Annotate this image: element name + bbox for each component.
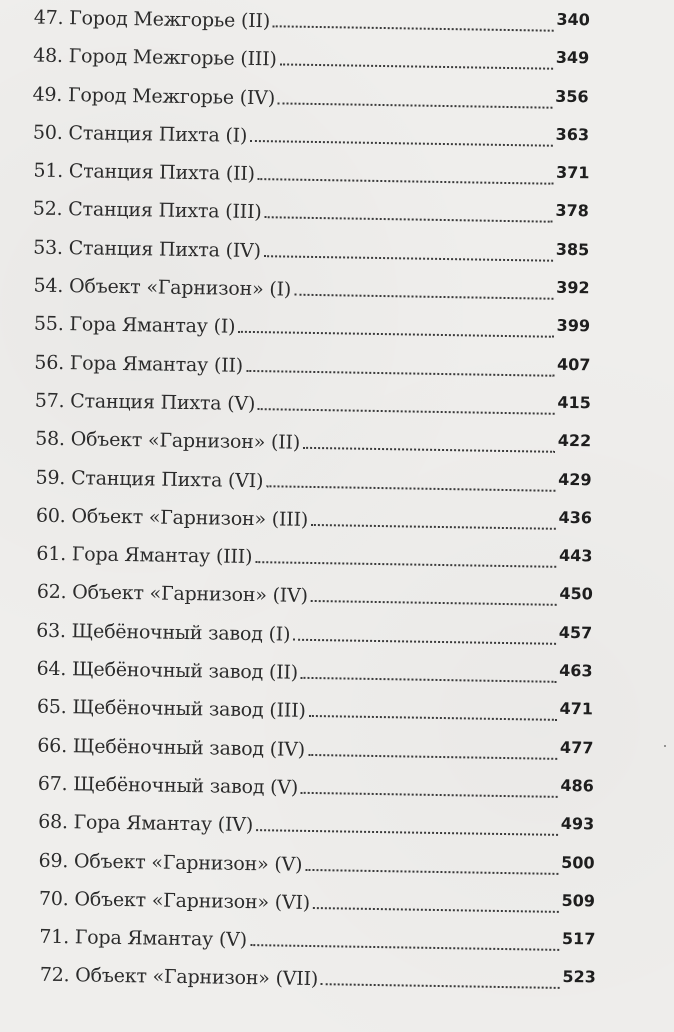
toc-entry-title: 49. Город Межгорье (IV) — [32, 83, 276, 109]
toc-entry-page-number: 493 — [560, 814, 595, 834]
toc-entry-page-number: 392 — [556, 277, 590, 298]
toc-entry-page-number: 486 — [560, 775, 594, 796]
toc-entry-page-number: 500 — [561, 852, 595, 872]
toc-entry-page-number: 422 — [557, 431, 592, 451]
toc-entry-title: 60. Объект «Гарнизон» (III) — [35, 504, 309, 531]
toc-entry-page-number: 443 — [558, 546, 593, 566]
toc-entry-page-number: 517 — [561, 929, 596, 949]
dot-leader — [278, 101, 552, 108]
toc-entry-title: 52. Станция Пихта (III) — [32, 198, 262, 224]
toc-entry-title: 51. Станция Пихта (II) — [33, 159, 256, 186]
dot-leader — [311, 599, 557, 606]
toc-entry-title: 67. Щебёночный завод (V) — [37, 772, 299, 799]
toc-entry-page-number: 356 — [555, 86, 589, 106]
dot-leader — [266, 484, 555, 492]
dot-leader — [256, 828, 558, 836]
toc-entry-title: 53. Станция Пихта (IV) — [33, 236, 262, 262]
toc-entry-title: 65. Щебёночный завод (III) — [36, 696, 306, 723]
toc-entry-title: 70. Объект «Гарнизон» (VI) — [38, 887, 311, 914]
dot-leader — [294, 293, 553, 300]
dot-leader — [305, 867, 558, 874]
toc-entry-page-number: 429 — [558, 469, 592, 489]
toc-entry-title: 48. Город Межгорье (III) — [33, 44, 277, 71]
dot-leader — [250, 139, 552, 147]
toc-entry-page-number: 436 — [558, 507, 593, 528]
toc-entry-page-number: 378 — [555, 201, 589, 221]
dot-leader — [280, 63, 553, 70]
dot-leader — [273, 24, 553, 31]
toc-entry-title: 66. Щебёночный завод (IV) — [37, 734, 306, 761]
toc-entry-page-number: 363 — [555, 124, 590, 145]
toc-entry-page-number: 385 — [555, 239, 590, 260]
toc-entry-page-number: 509 — [561, 890, 596, 911]
dot-leader — [250, 943, 559, 951]
table-of-contents — [0, 6, 674, 1012]
dot-leader — [313, 906, 559, 913]
toc-entry-page-number: 450 — [559, 584, 593, 604]
toc-entry-page-number: 340 — [556, 9, 591, 30]
dot-leader — [258, 177, 553, 185]
toc-entry-page-number: 523 — [562, 967, 596, 987]
dot-leader — [238, 330, 553, 338]
toc-entry-title: 55. Гора Ямантау (I) — [33, 312, 236, 339]
toc-entry-title: 54. Объект «Гарнизон» (I) — [33, 274, 292, 301]
toc-entry-title: 72. Объект «Гарнизон» (VII) — [39, 964, 319, 991]
toc-entry-title: 68. Гора Ямантау (IV) — [38, 810, 254, 837]
dot-leader — [309, 714, 557, 721]
toc-entry-title: 71. Гора Ямантау (V) — [39, 925, 248, 952]
dot-leader — [301, 676, 556, 683]
toc-entry-page-number: 463 — [559, 660, 593, 681]
toc-entry-title: 57. Станция Пихта (V) — [34, 389, 256, 416]
toc-entry-page-number: 371 — [555, 162, 590, 183]
toc-entry-page-number: 477 — [559, 737, 594, 758]
dot-leader — [264, 216, 552, 224]
dot-leader — [321, 983, 559, 990]
toc-entry-page-number: 407 — [556, 354, 591, 374]
paper-speck — [664, 745, 666, 747]
toc-entry-page-number: 399 — [556, 316, 591, 336]
toc-entry-title: 64. Щебёночный завод (II) — [36, 657, 299, 684]
toc-entry-page-number: 457 — [558, 622, 593, 643]
toc-entry-title: 58. Объект «Гарнизон» (II) — [35, 427, 301, 455]
dot-leader — [246, 369, 554, 377]
toc-entry-title: 63. Щебёночный завод (I) — [36, 619, 291, 646]
dot-leader — [311, 523, 555, 530]
dot-leader — [303, 446, 555, 453]
toc-entry-title: 56. Гора Ямантау (II) — [34, 351, 244, 377]
dot-leader — [293, 637, 555, 644]
toc-entry-title: 50. Станция Пихта (I) — [32, 121, 248, 147]
toc-entry-title: 61. Гора Ямантау (III) — [36, 542, 253, 569]
dot-leader — [301, 791, 557, 798]
dot-leader — [255, 560, 556, 568]
dot-leader — [308, 753, 557, 760]
dot-leader — [258, 407, 554, 415]
toc-entry-title: 69. Объект «Гарнизон» (V) — [38, 849, 303, 876]
toc-entry-title: 59. Станция Пихта (VI) — [35, 466, 264, 492]
toc-entry-title: 62. Объект «Гарнизон» (IV) — [36, 581, 308, 608]
toc-entry-title: 47. Город Межгорье (II) — [33, 6, 271, 33]
dot-leader — [264, 254, 553, 262]
toc-entry-page-number: 471 — [559, 699, 594, 719]
toc-entry-page-number: 415 — [557, 392, 591, 413]
toc-entry-page-number: 349 — [555, 48, 590, 68]
